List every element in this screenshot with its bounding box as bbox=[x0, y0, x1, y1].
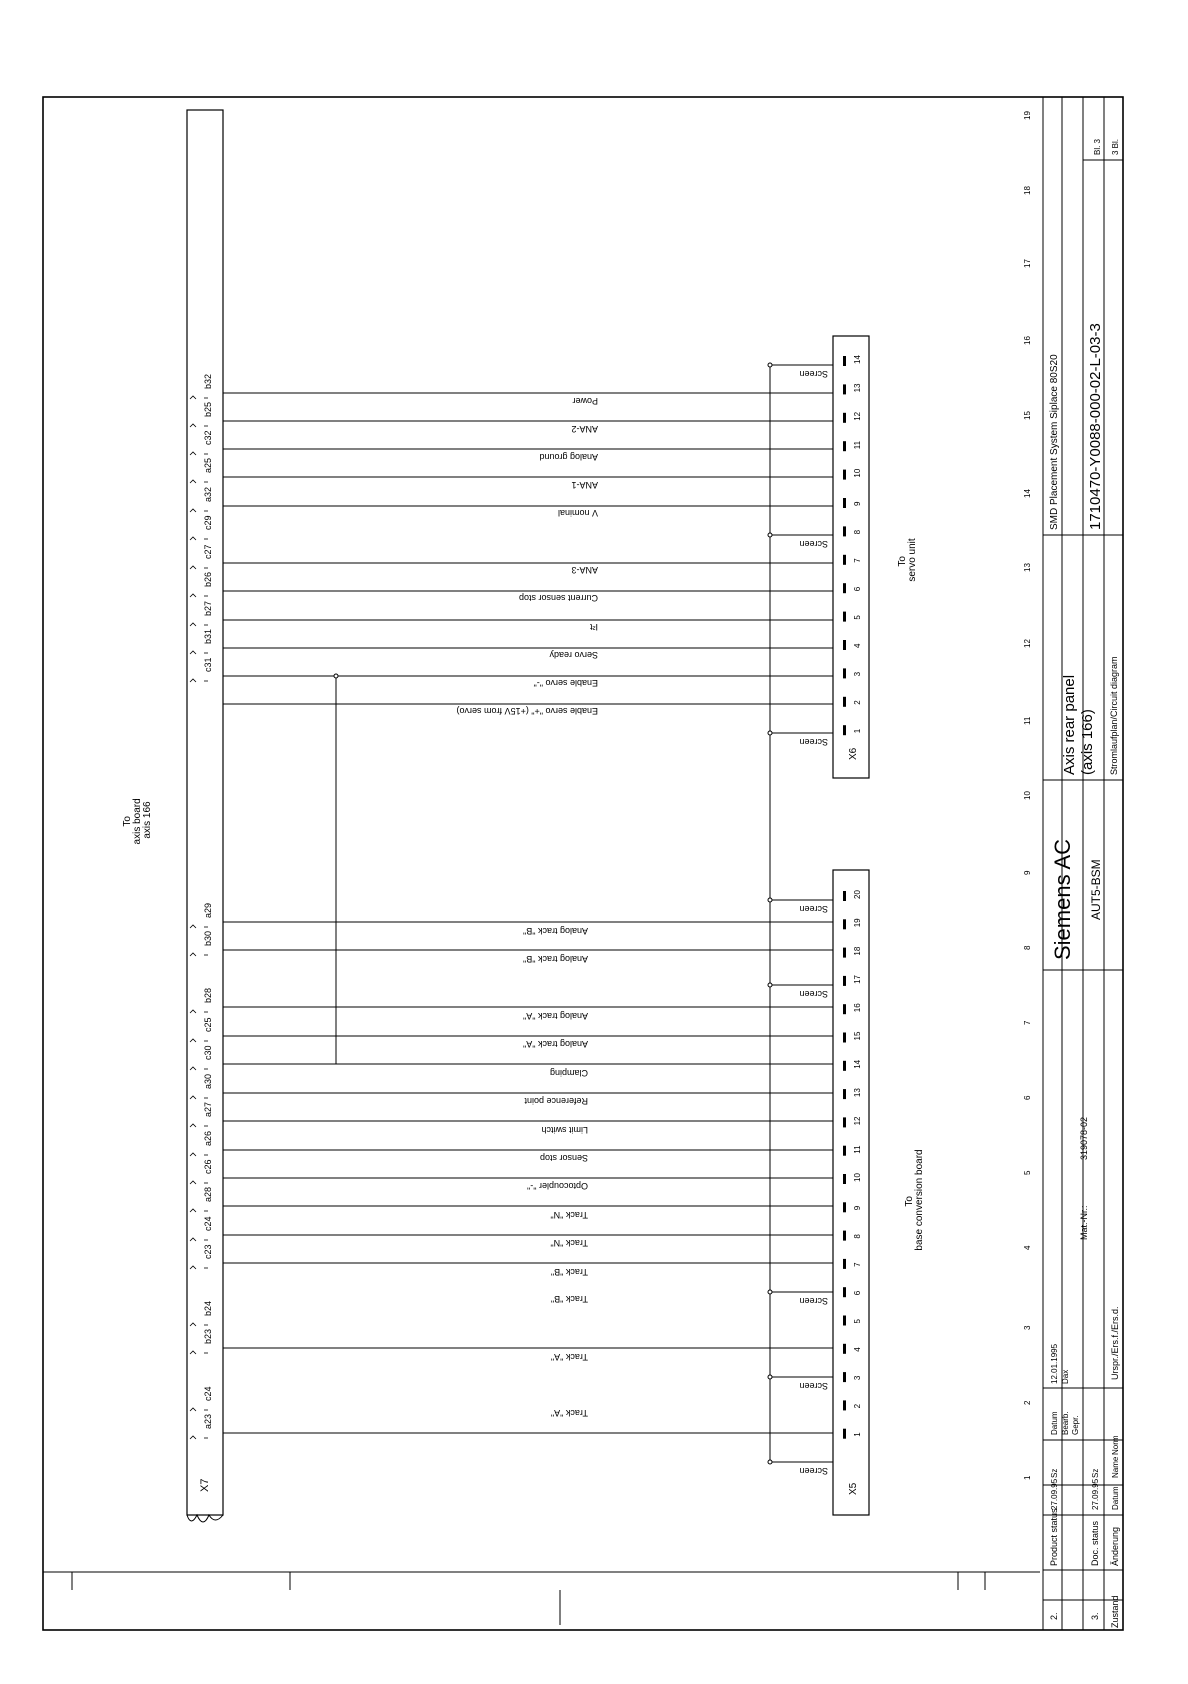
product-line: SMD Placement System Siplace 80S20 bbox=[1049, 354, 1060, 530]
x6-pin-contact bbox=[843, 413, 846, 423]
x5-pin-contact bbox=[843, 1372, 846, 1382]
x5-signal-label: Analog track "A" bbox=[523, 1011, 588, 1021]
junction-dot bbox=[334, 674, 338, 678]
x6-pin-2: 2 bbox=[853, 700, 862, 705]
datum-col-label: Datum bbox=[1111, 1486, 1120, 1510]
doc-status-date: 27.09.95 bbox=[1091, 1478, 1100, 1510]
x5-signal-label: Track "A" bbox=[550, 1408, 588, 1418]
x5-pin-contact bbox=[843, 1400, 846, 1410]
x5-pin-contact bbox=[843, 1146, 846, 1156]
x5-pin-12: 12 bbox=[853, 1116, 862, 1126]
x5-signal-label: Track "B" bbox=[550, 1267, 588, 1277]
x5-pin-contact bbox=[843, 1174, 846, 1184]
ruler-mark-19: 19 bbox=[1023, 111, 1032, 120]
x6-signal-label: ANA-3 bbox=[571, 565, 598, 575]
title-line2: (axis 166) bbox=[1079, 709, 1096, 775]
x6-signal-label: I²t bbox=[590, 622, 598, 632]
x7-pin-b23: b23 bbox=[203, 1328, 213, 1344]
ruler-mark-3: 3 bbox=[1023, 1325, 1032, 1330]
x5-signal-label: Analog track "B" bbox=[523, 926, 588, 936]
x6-pin-7: 7 bbox=[853, 558, 862, 563]
screen-junction bbox=[768, 983, 772, 987]
base-board-label: To base conversion board bbox=[904, 1149, 925, 1251]
x6-pin-12: 12 bbox=[853, 411, 862, 421]
ruler-mark-11: 11 bbox=[1023, 716, 1032, 725]
x6-signal-label: Analog ground bbox=[539, 452, 598, 462]
x5-pin-contact bbox=[843, 1117, 846, 1127]
x5-pin-4: 4 bbox=[853, 1347, 862, 1352]
screen-junction bbox=[768, 1290, 772, 1294]
x6-pin-10: 10 bbox=[853, 468, 862, 478]
x7-pin-b26: b26 bbox=[203, 571, 213, 587]
x6-signal-label: V nominal bbox=[557, 508, 598, 518]
x5-pin-11: 11 bbox=[853, 1145, 862, 1154]
x6-pin-13: 13 bbox=[853, 383, 862, 393]
x6-pin-contact bbox=[843, 725, 846, 735]
product-status-label: Product status bbox=[1049, 1508, 1059, 1566]
x5-pin-14: 14 bbox=[853, 1059, 862, 1069]
dept-name: AUT5-BSM bbox=[1089, 859, 1103, 920]
title-block-text bbox=[1049, 138, 1120, 1628]
ruler-mark-7: 7 bbox=[1023, 1020, 1032, 1025]
axis-board-label bbox=[122, 796, 153, 845]
x6-pin-contact bbox=[843, 668, 846, 678]
x5-pin-6: 6 bbox=[853, 1290, 862, 1296]
svg-text:To axis board axis bbox=[122, 796, 153, 845]
screen-label: Screen bbox=[799, 1381, 828, 1391]
x7-pin-a23: a23 bbox=[203, 1413, 213, 1429]
x6-signal-label: Servo ready bbox=[549, 650, 598, 660]
x6-signal-label: Current sensor stop bbox=[518, 593, 598, 603]
x6-pin-contact bbox=[843, 356, 846, 366]
x6-pin-contact bbox=[843, 526, 846, 536]
product-status-sz: Sz bbox=[1050, 1468, 1059, 1478]
x5-pin-contact bbox=[843, 1287, 846, 1297]
servo-unit-label: To servo unit bbox=[897, 538, 918, 582]
screen-label: Screen bbox=[799, 539, 828, 549]
x7-pin-b24: b24 bbox=[203, 1300, 213, 1316]
x5-pin-contact bbox=[843, 976, 846, 986]
ruler-mark-14: 14 bbox=[1023, 489, 1032, 498]
ruler-mark-9: 9 bbox=[1023, 870, 1032, 875]
x5-signal-label: Reference point bbox=[524, 1096, 588, 1106]
x5-pin-10: 10 bbox=[853, 1173, 862, 1182]
product-status-index: 2. bbox=[1049, 1612, 1059, 1620]
screen-label: Screen bbox=[799, 1466, 828, 1476]
column-ruler bbox=[1023, 111, 1032, 1480]
x5-signal-label: Optocoupler "-" bbox=[527, 1181, 588, 1191]
x7-pin-a30: a30 bbox=[203, 1073, 213, 1089]
axis-board-line3: axis 166 bbox=[142, 801, 153, 839]
x7-pin-c25: c25 bbox=[203, 1017, 213, 1032]
ruler-mark-15: 15 bbox=[1023, 411, 1032, 420]
x5-pin-3: 3 bbox=[853, 1375, 862, 1381]
x6-name: X6 bbox=[848, 747, 859, 760]
x6-pin-5: 5 bbox=[853, 615, 862, 620]
x7-pin-a32: a32 bbox=[203, 486, 213, 502]
orig-label: Urspr./Ers.f./Ers.d. bbox=[1110, 1306, 1120, 1380]
axis-board-line1: To bbox=[122, 816, 133, 827]
x7-pin-c32: c32 bbox=[203, 430, 213, 445]
x5-pin-contact bbox=[843, 1344, 846, 1354]
x5-pin-17: 17 bbox=[853, 974, 862, 984]
title-line1: Axis rear panel bbox=[1061, 674, 1078, 775]
x6-pin-3: 3 bbox=[853, 671, 862, 677]
x6-pin-4: 4 bbox=[853, 643, 862, 648]
screen-label: Screen bbox=[799, 904, 828, 914]
gepr-label: Gepr. bbox=[1071, 1415, 1080, 1435]
company-name: Siemens AC bbox=[1050, 838, 1075, 960]
product-status-date: 27.09.95 bbox=[1050, 1478, 1059, 1510]
x5-pin-18: 18 bbox=[853, 946, 862, 956]
x5-pin-1: 1 bbox=[853, 1432, 862, 1437]
x7-pin-b27: b27 bbox=[203, 600, 213, 616]
x6-pin-contact bbox=[843, 498, 846, 508]
ruler-mark-1: 1 bbox=[1023, 1475, 1032, 1480]
x7-pin-c29: c29 bbox=[203, 515, 213, 530]
x5-pin-contact bbox=[843, 1231, 846, 1241]
x7-pin-a26: a26 bbox=[203, 1130, 213, 1146]
datum-value: 12.01.1995 bbox=[1050, 1343, 1059, 1384]
ruler-mark-4: 4 bbox=[1023, 1245, 1032, 1250]
x7-pin-a27: a27 bbox=[203, 1101, 213, 1117]
x6-pin-1: 1 bbox=[853, 728, 862, 734]
x7-pin-c27: c27 bbox=[203, 544, 213, 559]
x7-pin-b28: b28 bbox=[203, 987, 213, 1003]
x5-pin-contact bbox=[843, 1259, 846, 1269]
x7-pin-c31: c31 bbox=[203, 657, 213, 672]
ruler-mark-17: 17 bbox=[1023, 259, 1032, 268]
x7-name: X7 bbox=[199, 1478, 211, 1492]
x7-pin-c24: c24 bbox=[203, 1386, 213, 1401]
x6-pin-9: 9 bbox=[853, 501, 862, 506]
x6-pin-contact bbox=[843, 697, 846, 707]
x5-pin-contact bbox=[843, 1004, 846, 1014]
ruler-mark-16: 16 bbox=[1023, 336, 1032, 345]
x7-pin-b31: b31 bbox=[203, 628, 213, 644]
screen-label: Screen bbox=[799, 369, 828, 379]
x7-pin-b30: b30 bbox=[203, 930, 213, 946]
x6-pin-contact bbox=[843, 384, 846, 394]
x5-pin-8: 8 bbox=[853, 1234, 862, 1239]
screen-junction bbox=[768, 1460, 772, 1464]
x6-connector bbox=[833, 336, 869, 778]
x5-signal-label: Analog track "B" bbox=[523, 954, 588, 964]
x5-pin-20: 20 bbox=[853, 890, 862, 899]
screen-label: Screen bbox=[799, 1296, 828, 1306]
x5-name: X5 bbox=[848, 1482, 859, 1495]
x6-pin-11: 11 bbox=[853, 440, 862, 450]
x5-pin-contact bbox=[843, 1061, 846, 1071]
x5-pin-13: 13 bbox=[853, 1088, 862, 1098]
x6-pin-contact bbox=[843, 441, 846, 451]
x6-pin-contact bbox=[843, 583, 846, 593]
x7-pin-c23: c23 bbox=[203, 1244, 213, 1259]
x5-pin-5: 5 bbox=[853, 1319, 862, 1324]
sheet-number: Bl. 3 bbox=[1093, 138, 1102, 155]
x5-pin-19: 19 bbox=[853, 918, 862, 928]
x5-signal-label: Analog track "A" bbox=[523, 1039, 588, 1049]
x6-signal-label: Enable servo "-" bbox=[533, 678, 598, 688]
wire-crosslink bbox=[223, 676, 336, 1064]
screen-junction bbox=[768, 533, 772, 537]
drawing-number: 1710470-Y0088-000-02-L-03-3 bbox=[1087, 323, 1104, 530]
screen-label: Screen bbox=[799, 737, 828, 747]
x7-pin-c26: c26 bbox=[203, 1159, 213, 1174]
ruler-mark-13: 13 bbox=[1023, 563, 1032, 572]
x7-pin-a29: a29 bbox=[203, 902, 213, 918]
x5-signal-label: Sensor stop bbox=[539, 1153, 588, 1163]
x5-pin-15: 15 bbox=[853, 1031, 862, 1041]
x5-pin-contact bbox=[843, 1429, 846, 1439]
axis-board-line2: axis board bbox=[132, 798, 143, 845]
x5-pin-9: 9 bbox=[853, 1205, 862, 1211]
ruler-mark-6: 6 bbox=[1023, 1095, 1032, 1100]
x7-connector bbox=[187, 110, 223, 1522]
zustand-label: Zustand bbox=[1110, 1595, 1120, 1628]
x5-connector bbox=[833, 870, 869, 1515]
aenderung-label: Änderung bbox=[1110, 1526, 1120, 1566]
screen-junction bbox=[768, 731, 772, 735]
wire-layer bbox=[223, 363, 843, 1476]
x6-pin-8: 8 bbox=[853, 529, 862, 535]
x7-pin-b25: b25 bbox=[203, 401, 213, 417]
screen-junction bbox=[768, 363, 772, 367]
x5-pin-2: 2 bbox=[853, 1403, 862, 1409]
mat-no: 319078-02 bbox=[1079, 1116, 1089, 1160]
x6-pin-contact bbox=[843, 612, 846, 622]
x7-pin-a28: a28 bbox=[203, 1186, 213, 1202]
x7-pin-b32: b32 bbox=[203, 373, 213, 389]
datum-label: Datum bbox=[1050, 1411, 1059, 1435]
x6-pin-contact bbox=[843, 470, 846, 480]
screen-label: Screen bbox=[799, 989, 828, 999]
x7-pin-a25: a25 bbox=[203, 457, 213, 473]
doc-status-label: Doc. status bbox=[1090, 1520, 1100, 1566]
x6-pin-contact bbox=[843, 640, 846, 650]
x7-pin-c30: c30 bbox=[203, 1045, 213, 1060]
x5-signal-label: Clamping bbox=[549, 1068, 588, 1078]
norm-col-label: Norm bbox=[1111, 1435, 1120, 1455]
x5-pin-contact bbox=[843, 891, 846, 901]
x5-pin-contact bbox=[843, 1202, 846, 1212]
x5-pin-7: 7 bbox=[853, 1262, 862, 1267]
screen-junction bbox=[768, 898, 772, 902]
doc-type: Stromlaufplan/Circuit diagram bbox=[1109, 656, 1119, 775]
x5-signal-label: Track "A" bbox=[550, 1352, 588, 1362]
name-col-label: Name bbox=[1111, 1456, 1120, 1478]
x7-pin-c24: c24 bbox=[203, 1216, 213, 1231]
x5-signal-label: Limit switch bbox=[541, 1125, 588, 1135]
bearb-value: Dax bbox=[1061, 1369, 1070, 1384]
x6-signal-label: Power bbox=[572, 396, 598, 406]
x6-signal-label: ANA-2 bbox=[571, 424, 598, 434]
doc-status-sz: Sz bbox=[1091, 1468, 1100, 1478]
ruler-mark-18: 18 bbox=[1023, 186, 1032, 195]
ruler-mark-2: 2 bbox=[1023, 1400, 1032, 1405]
x5-pin-contact bbox=[843, 919, 846, 929]
ruler-mark-12: 12 bbox=[1023, 639, 1032, 648]
ruler-mark-5: 5 bbox=[1023, 1170, 1032, 1175]
x6-signal-label: ANA-1 bbox=[571, 480, 598, 490]
ruler-mark-10: 10 bbox=[1023, 791, 1032, 800]
x5-signal-label: Track "N" bbox=[550, 1238, 588, 1248]
x6-pin-contact bbox=[843, 555, 846, 565]
x5-pin-contact bbox=[843, 1316, 846, 1326]
ruler-mark-8: 8 bbox=[1023, 945, 1032, 950]
sheet-count: 3 Bl. bbox=[1111, 138, 1120, 155]
x5-pin-contact bbox=[843, 948, 846, 958]
doc-status-index: 3. bbox=[1090, 1612, 1100, 1620]
x5-pin-contact bbox=[843, 1089, 846, 1099]
x5-pin-contact bbox=[843, 1033, 846, 1043]
x5-pin-16: 16 bbox=[853, 1003, 862, 1013]
x6-pin-6: 6 bbox=[853, 586, 862, 592]
x5-signal-label: Track "B" bbox=[550, 1294, 588, 1304]
screen-junction bbox=[768, 1375, 772, 1379]
x6-signal-label: Enable servo "+" (+15V from servo) bbox=[456, 706, 598, 716]
x5-signal-label: Track "N" bbox=[550, 1210, 588, 1220]
mat-no-label: Mat.-Nr.: bbox=[1079, 1205, 1089, 1240]
bearb-label: Bearb. bbox=[1061, 1411, 1070, 1435]
x6-pin-14: 14 bbox=[853, 355, 862, 364]
